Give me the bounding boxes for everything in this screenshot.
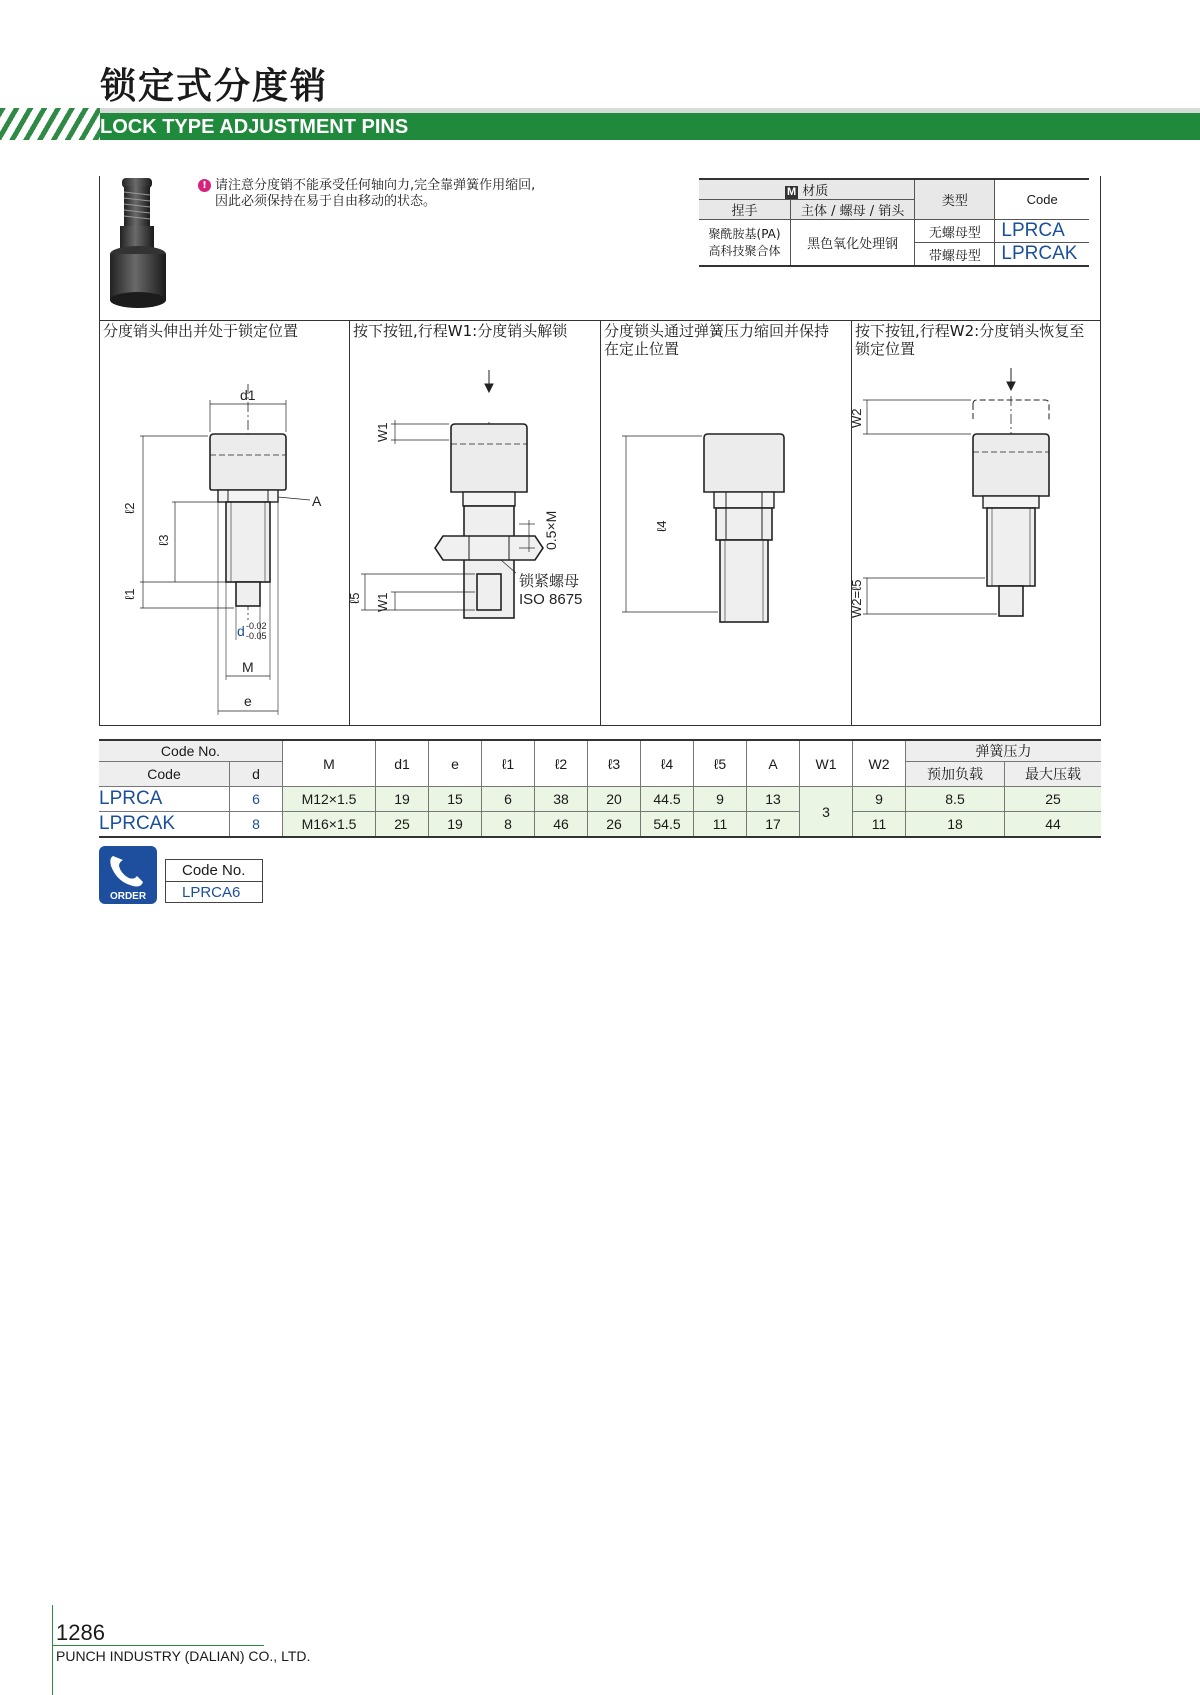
code-no-header: Code No. <box>99 740 283 762</box>
panel-divider-1 <box>349 320 350 726</box>
row-max: 44 <box>1005 812 1102 838</box>
label-e: e <box>244 693 252 709</box>
label-w2-eq-l5: W2=ℓ5 <box>849 579 864 618</box>
row-a: 17 <box>747 812 800 838</box>
label-tol-upper: -0.02 <box>246 621 267 631</box>
drawing-locked-position <box>100 360 348 720</box>
col-d1-header: d1 <box>376 740 429 787</box>
usage-note <box>215 178 595 210</box>
label-l2: ℓ2 <box>122 502 137 514</box>
label-w1-bottom: W1 <box>375 592 390 612</box>
code-header: Code <box>995 179 1089 220</box>
drawing-retracted <box>602 360 850 720</box>
row-d1: 19 <box>376 787 429 812</box>
row-l5: 9 <box>694 787 747 812</box>
page-number: 1286 <box>56 1620 105 1645</box>
row-l2: 46 <box>535 812 588 838</box>
row-w1-shared: 3 <box>800 787 853 838</box>
panel-2-title: 按下按钮,行程W1:分度销头解锁 <box>353 322 568 340</box>
usage-note-line2: 因此必须保持在易于自由移动的状态。 <box>215 194 437 209</box>
label-l1: ℓ1 <box>122 588 137 600</box>
label-l5: ℓ5 <box>347 592 362 604</box>
warning-icon: ! <box>198 179 211 192</box>
d-header-sub: d <box>230 762 283 787</box>
code-header-sub: Code <box>99 762 230 787</box>
row-w2: 11 <box>853 812 906 838</box>
body-header: 主体 / 螺母 / 销头 <box>791 200 915 220</box>
material-m-badge: M <box>786 186 797 198</box>
row-m: M12×1.5 <box>283 787 376 812</box>
row-code-lprcak: LPRCAK <box>99 812 230 838</box>
label-m: M <box>242 659 254 675</box>
col-w2-header: W2 <box>853 740 906 787</box>
row-max: 25 <box>1005 787 1102 812</box>
table-row <box>99 812 1101 838</box>
row-d: 8 <box>230 812 283 838</box>
material-table <box>699 178 1089 267</box>
material-header <box>699 179 915 200</box>
row-a: 13 <box>747 787 800 812</box>
row-l2: 38 <box>535 787 588 812</box>
row-w2: 9 <box>853 787 906 812</box>
label-locknut-cn: 锁紧螺母 <box>519 573 580 590</box>
panel-3-title-line2: 在定止位置 <box>604 340 680 358</box>
label-half-m: 0.5×M <box>543 510 559 550</box>
row-e: 15 <box>429 787 482 812</box>
col-l5-header: ℓ5 <box>694 740 747 787</box>
knob-material-line1: 聚酰胺基(PA) <box>708 226 781 241</box>
col-l4-header: ℓ4 <box>641 740 694 787</box>
col-a-header: A <box>747 740 800 787</box>
col-l1-header: ℓ1 <box>482 740 535 787</box>
drawing-unlock <box>347 360 599 720</box>
row-l5: 11 <box>694 812 747 838</box>
row-code-lprca: LPRCA <box>99 787 230 812</box>
material-label: 材质 <box>802 184 829 199</box>
panel-divider-2 <box>600 320 601 726</box>
label-tol-lower: -0.05 <box>246 631 267 641</box>
panel-4-title-line1: 按下按钮,行程W2:分度销头恢复至 <box>855 322 1085 340</box>
type-with-nut: 带螺母型 <box>915 243 995 267</box>
order-code-label: Code No. <box>166 860 262 882</box>
label-locknut-std: ISO 8675 <box>519 591 583 608</box>
knob-material-line2: 高科技聚合体 <box>708 243 781 258</box>
row-d1: 25 <box>376 812 429 838</box>
label-w2: W2 <box>849 408 864 428</box>
panel-divider-3 <box>851 320 852 726</box>
row-l4: 54.5 <box>641 812 694 838</box>
preload-header: 预加负载 <box>906 762 1005 787</box>
product-photo <box>108 174 176 314</box>
row-l1: 6 <box>482 787 535 812</box>
row-l1: 8 <box>482 812 535 838</box>
english-title: LOCK TYPE ADJUSTMENT PINS <box>100 116 409 138</box>
table-row <box>99 787 1101 812</box>
code-lprca: LPRCA <box>995 220 1089 243</box>
body-material: 黑色氧化处理钢 <box>791 220 915 267</box>
type-no-nut: 无螺母型 <box>915 220 995 243</box>
type-header: 类型 <box>915 179 995 220</box>
footer-vertical-line <box>52 1605 53 1695</box>
label-l3: ℓ3 <box>156 534 171 546</box>
label-d1: d1 <box>240 387 256 403</box>
order-icon-label: ORDER <box>109 891 147 902</box>
knob-header: 捏手 <box>699 200 791 220</box>
usage-note-line1: 请注意分度销不能承受任何轴向力,完全靠弹簧作用缩回, <box>215 178 536 193</box>
label-l4: ℓ4 <box>654 520 669 532</box>
row-l4: 44.5 <box>641 787 694 812</box>
col-l2-header: ℓ2 <box>535 740 588 787</box>
order-code-box <box>165 859 263 903</box>
spring-force-header: 弹簧压力 <box>906 740 1102 762</box>
phone-icon <box>99 846 157 904</box>
company-name: PUNCH INDUSTRY (DALIAN) CO., LTD. <box>56 1648 311 1664</box>
banner-hatch <box>0 108 100 140</box>
col-l3-header: ℓ3 <box>588 740 641 787</box>
label-d: d <box>237 623 245 639</box>
row-d: 6 <box>230 787 283 812</box>
col-w1-header: W1 <box>800 740 853 787</box>
label-a: A <box>312 493 322 509</box>
panel-1-title: 分度销头伸出并处于锁定位置 <box>103 322 299 340</box>
order-icon <box>99 846 157 904</box>
panel-3-title <box>604 322 829 358</box>
panel-4-title <box>855 322 1084 358</box>
row-l3: 26 <box>588 812 641 838</box>
row-preload: 8.5 <box>906 787 1005 812</box>
row-preload: 18 <box>906 812 1005 838</box>
specification-table <box>99 739 1101 838</box>
max-load-header: 最大压载 <box>1005 762 1102 787</box>
knob-material <box>699 220 791 267</box>
row-l3: 20 <box>588 787 641 812</box>
label-w1-top: W1 <box>375 422 390 442</box>
page-title: 锁定式分度销 <box>100 66 329 107</box>
panel-4-title-line2: 锁定位置 <box>855 340 916 358</box>
col-e-header: e <box>429 740 482 787</box>
drawing-relock <box>849 360 1101 720</box>
code-lprcak: LPRCAK <box>995 243 1089 267</box>
order-code-example: LPRCA6 <box>182 884 241 901</box>
col-m-header: M <box>283 740 376 787</box>
row-e: 19 <box>429 812 482 838</box>
panel-3-title-line1: 分度锁头通过弹簧压力缩回并保持 <box>604 322 830 340</box>
row-m: M16×1.5 <box>283 812 376 838</box>
